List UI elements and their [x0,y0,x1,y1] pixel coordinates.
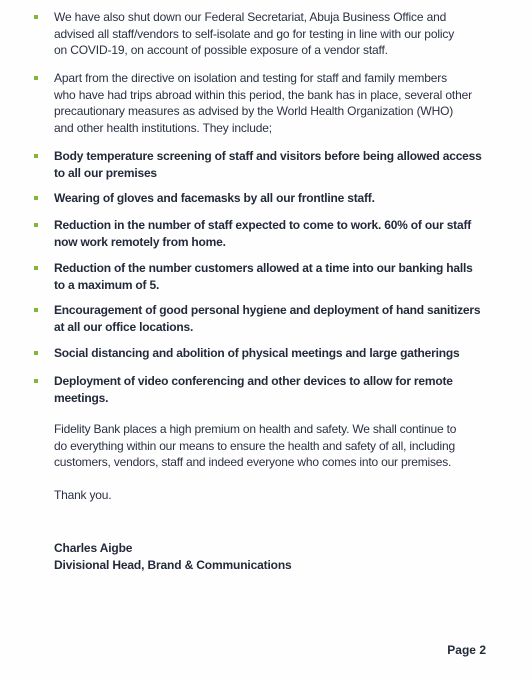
bullet-text: Wearing of gloves and facemasks by all our frontline staff. [54,191,375,205]
closing-paragraph: Fidelity Bank places a high premium on health and safety. We shall continue to do everything within our means to ensure the health and safety of all, including customers, vendors, staff and indeed everyone who comes into our premises. [54,422,457,469]
bullet-text: Reduction of the number customers allowed at a time into our banking halls to a maximum of 5. [54,261,473,292]
bullet-marker [34,154,38,158]
bullet-marker [34,76,38,80]
bullet-marker [34,379,38,383]
bullet-text: Body temperature screening of staff and visitors before being allowed access to all our premises [54,149,482,180]
bullet-marker [34,308,38,312]
thanks-line: Thank you. [54,488,112,502]
bullet-marker [34,196,38,200]
bullet-marker [34,266,38,270]
bullet-marker [34,351,38,355]
bullet-text: Apart from the directive on isolation and testing for staff and family members who have had trips abroad within this period, the bank has in place, several other precautionary measures as advised by the World Health Organization (WHO) and other health institutions. They include; [54,71,472,135]
bullet-marker [34,15,38,19]
bullet-text: Reduction in the number of staff expected to come to work. 60% of our staff now work remotely from home. [54,218,472,249]
page-number: Page 2 [447,643,486,657]
bullet-text: Encouragement of good personal hygiene and deployment of hand sanitizers at all our office locations. [54,303,481,334]
signatory-name: Charles Aigbe [54,541,133,555]
bullet-text: We have also shut down our Federal Secretariat, Abuja Business Office and advised all staff/vendors to self-isolate and go for testing in line with our policy on COVID-19, on account of possible exposure of a vendor staff. [54,10,455,57]
bullet-text: Deployment of video conferencing and other devices to allow for remote meetings. [54,374,453,405]
bullet-text: Social distancing and abolition of physical meetings and large gatherings [54,346,460,360]
signatory-title: Divisional Head, Brand & Communications [54,558,292,572]
bullet-marker [34,223,38,227]
